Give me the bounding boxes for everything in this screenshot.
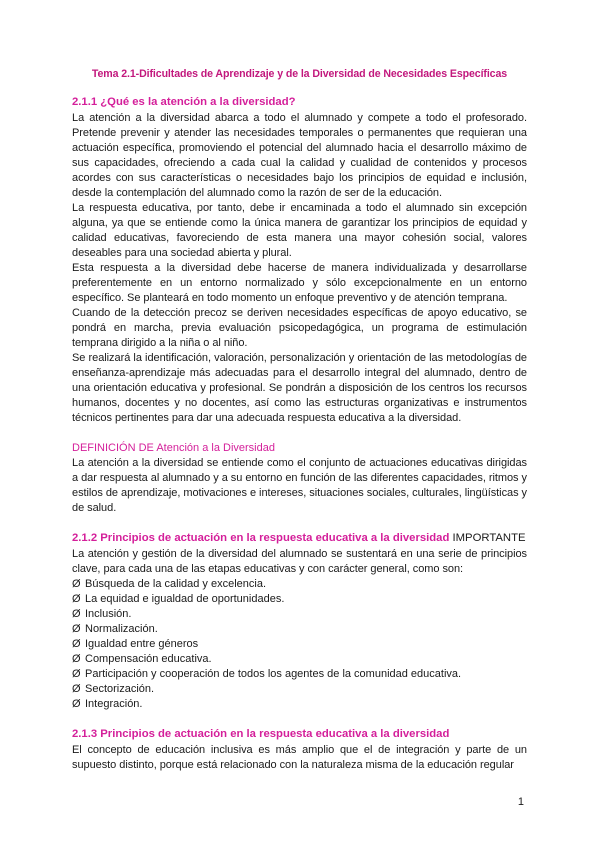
- page-number: 1: [517, 796, 524, 808]
- list-item: [72, 667, 527, 682]
- spacer: [72, 426, 527, 441]
- section-inclusive-education: [72, 727, 527, 773]
- bullet-glyph: Ø: [72, 578, 81, 590]
- list-item-text: Sectorización.: [85, 683, 155, 695]
- spacer: [72, 712, 527, 727]
- document-page: [72, 68, 527, 773]
- definition-heading: DEFINICIÓN DE Atención a la Diversidad: [72, 442, 275, 454]
- list-item: [72, 622, 527, 637]
- list-item-text: Integración.: [85, 698, 143, 710]
- paragraph: Se realizará la identificación, valoración, personalización y orientación de las metodologías de enseñanza-aprendizaje más adecuadas para el desarrollo integral del alumnado, dentro de una orientación educativa y profesional. Se pondrán a disposición de los centros los recursos humanos, docentes y no docentes, así como las estructuras organizativas e instrumentos técnicos pertinentes para dar una adecuada respuesta educativa a la diversidad.: [72, 352, 527, 424]
- paragraph: La respuesta educativa, por tanto, debe ir encaminada a todo el alumnado sin excepción alguna, ya que se entiende como la única manera de garantizar los principios de equidad y calidad educativas, favoreciendo de esta manera una mayor cohesión social, valores deseables para una sociedad abierta y plural.: [72, 202, 527, 259]
- bullet-glyph: Ø: [72, 593, 81, 605]
- list-item-text: Normalización.: [85, 623, 158, 635]
- bullet-glyph: Ø: [72, 653, 81, 665]
- paragraph: El concepto de educación inclusiva es más amplio que el de integración y parte de un supuesto distinto, porque está relacionado con la naturaleza misma de la educación regular: [72, 744, 527, 771]
- list-item: [72, 637, 527, 652]
- bullet-glyph: Ø: [72, 608, 81, 620]
- list-item: [72, 607, 527, 622]
- section-heading-2-1-1: 2.1.1 ¿Qué es la atención a la diversidad?: [72, 96, 296, 108]
- bullet-glyph: Ø: [72, 668, 81, 680]
- section-heading-2-1-2: [72, 531, 527, 546]
- list-item-text: Búsqueda de la calidad y excelencia.: [85, 578, 267, 590]
- paragraph: La atención a la diversidad abarca a todo el alumnado y compete a todo el profesorado. Pretende prevenir y atender las necesidades temporales o permanentes que requieran una actuación específica, promoviendo el potencial del alumnado hacia el desarrollo máximo de sus capacidades, ofreciendo a cada cual la calidad y cualidad de contenidos y procesos acordes con sus características o necesidades bajo los principios de equidad e inclusión, desde la contemplación del alumnado como la razón de ser de la educación.: [72, 112, 527, 199]
- list-item: [72, 697, 527, 712]
- principles-intro: La atención y gestión de la diversidad del alumnado se sustentará en una serie de principios clave, para cada una de las etapas educativas y con carácter general, como son:: [72, 548, 527, 575]
- section-heading-2-1-3: 2.1.3 Principios de actuación en la respuesta educativa a la diversidad: [72, 728, 450, 740]
- list-item: [72, 652, 527, 667]
- section-principles: [72, 531, 527, 712]
- spacer: [72, 516, 527, 531]
- important-label: IMPORTANTE: [449, 532, 526, 544]
- list-item: [72, 577, 527, 592]
- heading-text: 2.1.2 Principios de actuación en la respuesta educativa a la diversidad: [72, 532, 450, 544]
- list-item-text: La equidad e igualdad de oportunidades.: [85, 593, 285, 605]
- list-item-text: Participación y cooperación de todos los agentes de la comunidad educativa.: [85, 668, 462, 680]
- bullet-glyph: Ø: [72, 698, 81, 710]
- list-item: [72, 592, 527, 607]
- section-what-is-diversity: [72, 95, 527, 426]
- list-item: [72, 682, 527, 697]
- paragraph: Cuando de la detección precoz se deriven necesidades específicas de apoyo educativo, se pondrá en marcha, previa evaluación psicopedagógica, un programa de estimulación temprana dirigido a la niña o al niño.: [72, 307, 527, 349]
- bullet-glyph: Ø: [72, 638, 81, 650]
- paragraph: Esta respuesta a la diversidad debe hacerse de manera individualizada y desarrollarse preferentemente en un entorno normalizado y sólo excepcionalmente en un entorno específico. Se planteará en todo momento un enfoque preventivo y de atención temprana.: [72, 262, 527, 304]
- document-title: Tema 2.1-Dificultades de Aprendizaje y de la Diversidad de Necesidades Específicas: [91, 68, 508, 80]
- definition-text: La atención a la diversidad se entiende como el conjunto de actuaciones educativas dirigidas a dar respuesta al alumnado y a su entorno en función de las diferentes capacidades, ritmos y estilos de aprendizaje, motivaciones e intereses, situaciones sociales, culturales, lingüísticas y de salud.: [72, 457, 527, 514]
- section-definition: [72, 441, 527, 516]
- principles-list: [72, 577, 527, 712]
- list-item-text: Inclusión.: [85, 608, 132, 620]
- bullet-glyph: Ø: [72, 623, 81, 635]
- list-item-text: Igualdad entre géneros: [85, 638, 199, 650]
- bullet-glyph: Ø: [72, 683, 81, 695]
- list-item-text: Compensación educativa.: [85, 653, 212, 665]
